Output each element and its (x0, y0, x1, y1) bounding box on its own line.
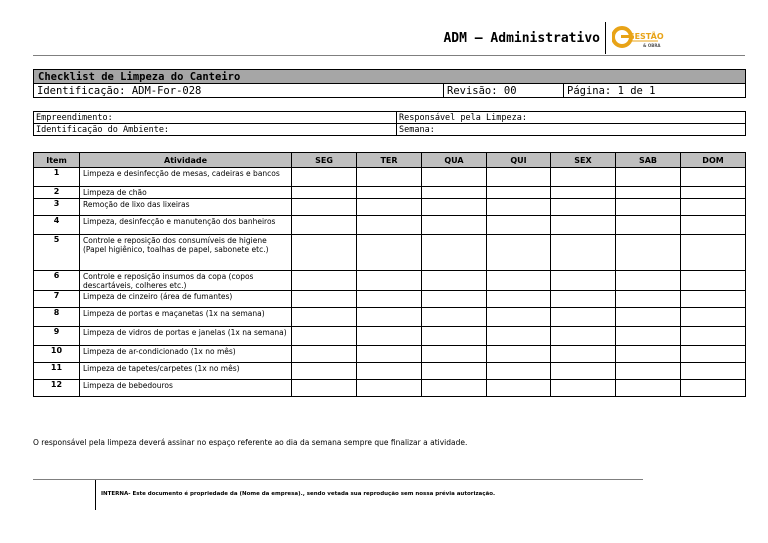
table-row (34, 271, 746, 291)
signature-cell-dom[interactable] (681, 291, 746, 308)
signature-cell-seg[interactable] (292, 346, 357, 363)
table-row (34, 380, 746, 397)
column-header-qua: QUA (422, 153, 487, 168)
signature-cell-qua[interactable] (422, 216, 487, 235)
signature-cell-qui[interactable] (487, 327, 551, 346)
signature-cell-sab[interactable] (616, 291, 681, 308)
column-header-item: Item (34, 153, 80, 168)
responsavel-field[interactable]: Responsável pela Limpeza: (397, 112, 746, 124)
empreendimento-field[interactable]: Empreendimento: (34, 112, 397, 124)
signature-cell-ter[interactable] (357, 327, 422, 346)
item-number: 5 (34, 235, 80, 271)
signature-cell-sex[interactable] (551, 291, 616, 308)
item-number: 8 (34, 308, 80, 327)
signature-cell-sex[interactable] (551, 308, 616, 327)
signature-cell-qui[interactable] (487, 216, 551, 235)
signature-cell-qui[interactable] (487, 291, 551, 308)
signature-cell-qui[interactable] (487, 187, 551, 199)
signature-cell-qua[interactable] (422, 380, 487, 397)
activity-description: Limpeza de vidros de portas e janelas (1x na semana) (80, 327, 292, 346)
semana-field[interactable]: Semana: (397, 124, 746, 136)
project-info-table (33, 111, 746, 136)
signature-cell-ter[interactable] (357, 199, 422, 216)
table-row (34, 327, 746, 346)
revisao-cell: Revisão: 00 (444, 84, 564, 98)
table-row (34, 291, 746, 308)
activity-description: Controle e reposição insumos da copa (copos descartáveis, colheres etc.) (80, 271, 292, 291)
item-number: 4 (34, 216, 80, 235)
signature-cell-sex[interactable] (551, 380, 616, 397)
item-number: 11 (34, 363, 80, 380)
signature-cell-qui[interactable] (487, 363, 551, 380)
signature-cell-seg[interactable] (292, 363, 357, 380)
header-rule (33, 55, 745, 56)
signature-cell-ter[interactable] (357, 187, 422, 199)
instruction-note: O responsável pela limpeza deverá assinar no espaço referente ao dia da semana sempre que finalizar a atividade. (33, 438, 468, 447)
signature-cell-sex[interactable] (551, 168, 616, 187)
signature-cell-qua[interactable] (422, 308, 487, 327)
signature-cell-qui[interactable] (487, 380, 551, 397)
item-number: 1 (34, 168, 80, 187)
signature-cell-qua[interactable] (422, 291, 487, 308)
pagina-cell: Página: 1 de 1 (564, 84, 746, 98)
signature-cell-sex[interactable] (551, 235, 616, 271)
signature-cell-sex[interactable] (551, 187, 616, 199)
signature-cell-dom[interactable] (681, 308, 746, 327)
activity-description: Remoção de lixo das lixeiras (80, 199, 292, 216)
table-row (34, 308, 746, 327)
signature-cell-seg[interactable] (292, 235, 357, 271)
activity-description: Limpeza e desinfecção de mesas, cadeiras e bancos (80, 168, 292, 187)
footer-disclaimer: INTERNA- Este documento é propriedade da (Nome da empresa)., sendo vetada sua reprodução sem nossa prévia autorização. (101, 491, 496, 497)
signature-cell-sab[interactable] (616, 363, 681, 380)
column-header-qui: QUI (487, 153, 551, 168)
signature-cell-qui[interactable] (487, 199, 551, 216)
signature-cell-qui[interactable] (487, 346, 551, 363)
checklist-header-row (34, 153, 746, 168)
item-number: 2 (34, 187, 80, 199)
column-header-dom: DOM (681, 153, 746, 168)
checklist-table (33, 152, 746, 397)
signature-cell-sex[interactable] (551, 271, 616, 291)
signature-cell-qua[interactable] (422, 363, 487, 380)
signature-cell-sex[interactable] (551, 346, 616, 363)
signature-cell-sab[interactable] (616, 168, 681, 187)
header-divider (605, 22, 606, 54)
signature-cell-dom[interactable] (681, 271, 746, 291)
signature-cell-seg[interactable] (292, 327, 357, 346)
signature-cell-dom[interactable] (681, 363, 746, 380)
signature-cell-dom[interactable] (681, 199, 746, 216)
logo-subtext: & OBRA (643, 43, 661, 48)
signature-cell-dom[interactable] (681, 346, 746, 363)
column-header-sex: SEX (551, 153, 616, 168)
signature-cell-qui[interactable] (487, 168, 551, 187)
signature-cell-sab[interactable] (616, 271, 681, 291)
signature-cell-qui[interactable] (487, 235, 551, 271)
signature-cell-dom[interactable] (681, 168, 746, 187)
table-row (34, 187, 746, 199)
header-title: ADM – Administrativo (443, 31, 600, 46)
signature-cell-ter[interactable] (357, 271, 422, 291)
activity-description: Controle e reposição dos consumíveis de higiene (Papel higiênico, toalhas de papel, sabonete etc.) (80, 235, 292, 271)
table-row (34, 235, 746, 271)
signature-cell-qua[interactable] (422, 327, 487, 346)
signature-cell-qui[interactable] (487, 271, 551, 291)
activity-description: Limpeza, desinfecção e manutenção dos banheiros (80, 216, 292, 235)
column-header-sab: SAB (616, 153, 681, 168)
signature-cell-dom[interactable] (681, 187, 746, 199)
ambiente-field[interactable]: Identificação do Ambiente: (34, 124, 397, 136)
activity-description: Limpeza de chão (80, 187, 292, 199)
signature-cell-ter[interactable] (357, 235, 422, 271)
signature-cell-ter[interactable] (357, 168, 422, 187)
signature-cell-dom[interactable] (681, 216, 746, 235)
signature-cell-ter[interactable] (357, 380, 422, 397)
signature-cell-sex[interactable] (551, 363, 616, 380)
signature-cell-ter[interactable] (357, 291, 422, 308)
signature-cell-sex[interactable] (551, 327, 616, 346)
signature-cell-qua[interactable] (422, 346, 487, 363)
column-header-seg: SEG (292, 153, 357, 168)
signature-cell-qua[interactable] (422, 168, 487, 187)
signature-cell-sab[interactable] (616, 308, 681, 327)
signature-cell-seg[interactable] (292, 216, 357, 235)
signature-cell-sab[interactable] (616, 380, 681, 397)
signature-cell-ter[interactable] (357, 346, 422, 363)
signature-cell-qua[interactable] (422, 271, 487, 291)
signature-cell-dom[interactable] (681, 327, 746, 346)
logo-text: GESTÃO (628, 32, 664, 41)
item-number: 7 (34, 291, 80, 308)
table-row (34, 346, 746, 363)
signature-cell-sex[interactable] (551, 216, 616, 235)
signature-cell-seg[interactable] (292, 168, 357, 187)
table-row (34, 216, 746, 235)
signature-cell-seg[interactable] (292, 271, 357, 291)
signature-cell-seg[interactable] (292, 291, 357, 308)
item-number: 6 (34, 271, 80, 291)
column-header-atividade: Atividade (80, 153, 292, 168)
signature-cell-qua[interactable] (422, 235, 487, 271)
activity-description: Limpeza de cinzeiro (área de fumantes) (80, 291, 292, 308)
signature-cell-sab[interactable] (616, 235, 681, 271)
activity-description: Limpeza de bebedouros (80, 380, 292, 397)
table-row (34, 168, 746, 187)
company-logo (612, 24, 672, 52)
signature-cell-qui[interactable] (487, 308, 551, 327)
document-info-table (33, 69, 746, 98)
signature-cell-ter[interactable] (357, 308, 422, 327)
item-number: 12 (34, 380, 80, 397)
item-number: 9 (34, 327, 80, 346)
signature-cell-sab[interactable] (616, 216, 681, 235)
identificacao-cell: Identificação: ADM-For-028 (34, 84, 444, 98)
signature-cell-seg[interactable] (292, 380, 357, 397)
activity-description: Limpeza de tapetes/carpetes (1x no mês) (80, 363, 292, 380)
signature-cell-seg[interactable] (292, 199, 357, 216)
signature-cell-sab[interactable] (616, 327, 681, 346)
signature-cell-seg[interactable] (292, 308, 357, 327)
signature-cell-sab[interactable] (616, 187, 681, 199)
activity-description: Limpeza de portas e maçanetas (1x na semana) (80, 308, 292, 327)
column-header-ter: TER (357, 153, 422, 168)
footer-rule (33, 479, 643, 480)
signature-cell-ter[interactable] (357, 216, 422, 235)
item-number: 3 (34, 199, 80, 216)
signature-cell-dom[interactable] (681, 235, 746, 271)
signature-cell-qua[interactable] (422, 199, 487, 216)
footer-divider (95, 480, 96, 510)
signature-cell-qua[interactable] (422, 187, 487, 199)
signature-cell-dom[interactable] (681, 380, 746, 397)
document-title: Checklist de Limpeza do Canteiro (34, 70, 746, 84)
signature-cell-sab[interactable] (616, 346, 681, 363)
table-row (34, 363, 746, 380)
signature-cell-sab[interactable] (616, 199, 681, 216)
table-row (34, 199, 746, 216)
item-number: 10 (34, 346, 80, 363)
signature-cell-ter[interactable] (357, 363, 422, 380)
signature-cell-sex[interactable] (551, 199, 616, 216)
signature-cell-seg[interactable] (292, 187, 357, 199)
activity-description: Limpeza de ar-condicionado (1x no mês) (80, 346, 292, 363)
